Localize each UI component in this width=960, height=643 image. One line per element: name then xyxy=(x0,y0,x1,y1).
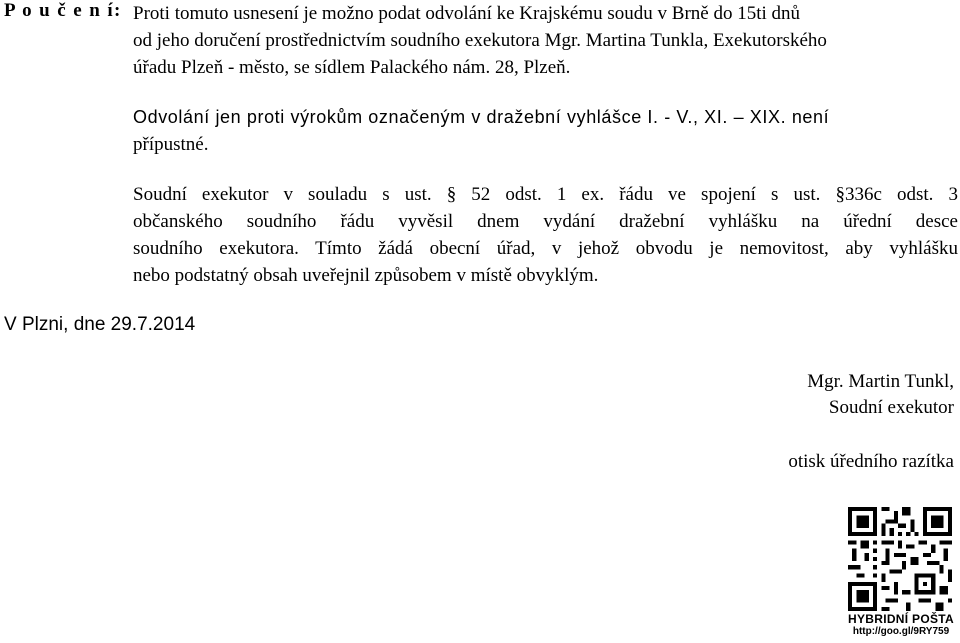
qr-url-label: http://goo.gl/9RY759 xyxy=(852,626,950,637)
odvolani-line-1: Odvolání jen proti výrokům označeným v dražební vyhlášce I. - V., XI. – XIX. není xyxy=(133,107,830,127)
exekutor-line-4: nebo podstatný obsah uveřejnil způsobem v místě obvyklým. xyxy=(133,265,599,286)
qr-caption xyxy=(848,612,954,638)
exekutor-line-1: Soudní exekutor v souladu s ust. § 52 odst. 1 ex. řádu ve spojení s ust. §336c odst. 3 xyxy=(133,184,958,205)
pouceni-label: P o u č e n í: xyxy=(4,0,122,21)
odvolani-line-2: přípustné. xyxy=(133,134,209,155)
pouceni-line-2: od jeho doručení prostřednictvím soudního exekutora Mgr. Martina Tunkla, Exekutorského xyxy=(133,30,827,51)
exekutor-paragraph xyxy=(133,181,958,289)
exekutor-line-2: občanského soudního řádu vyvěsil dnem vydání dražební vyhlášku na úřední desce xyxy=(133,211,958,232)
stamp-placeholder: otisk úředního razítka xyxy=(788,451,954,472)
pouceni-line-3: úřadu Plzeň - město, se sídlem Palackého nám. 28, Plzeň. xyxy=(133,57,571,78)
date-line: V Plzni, dne 29.7.2014 xyxy=(4,314,196,335)
qr-code-icon xyxy=(848,507,952,611)
pouceni-line-1: Proti tomuto usnesení je možno podat odvolání ke Krajskému soudu v Brně do 15ti dnů xyxy=(133,3,801,24)
signature-name: Mgr. Martin Tunkl, xyxy=(807,371,954,392)
hybridni-posta-label: HYBRIDNÍ POŠTA xyxy=(848,612,954,626)
signature-title: Soudní exekutor xyxy=(828,397,954,418)
exekutor-line-3: soudního exekutora. Tímto žádá obecní úřad, v jehož obvodu je nemovitost, aby vyhlášku xyxy=(133,238,958,259)
